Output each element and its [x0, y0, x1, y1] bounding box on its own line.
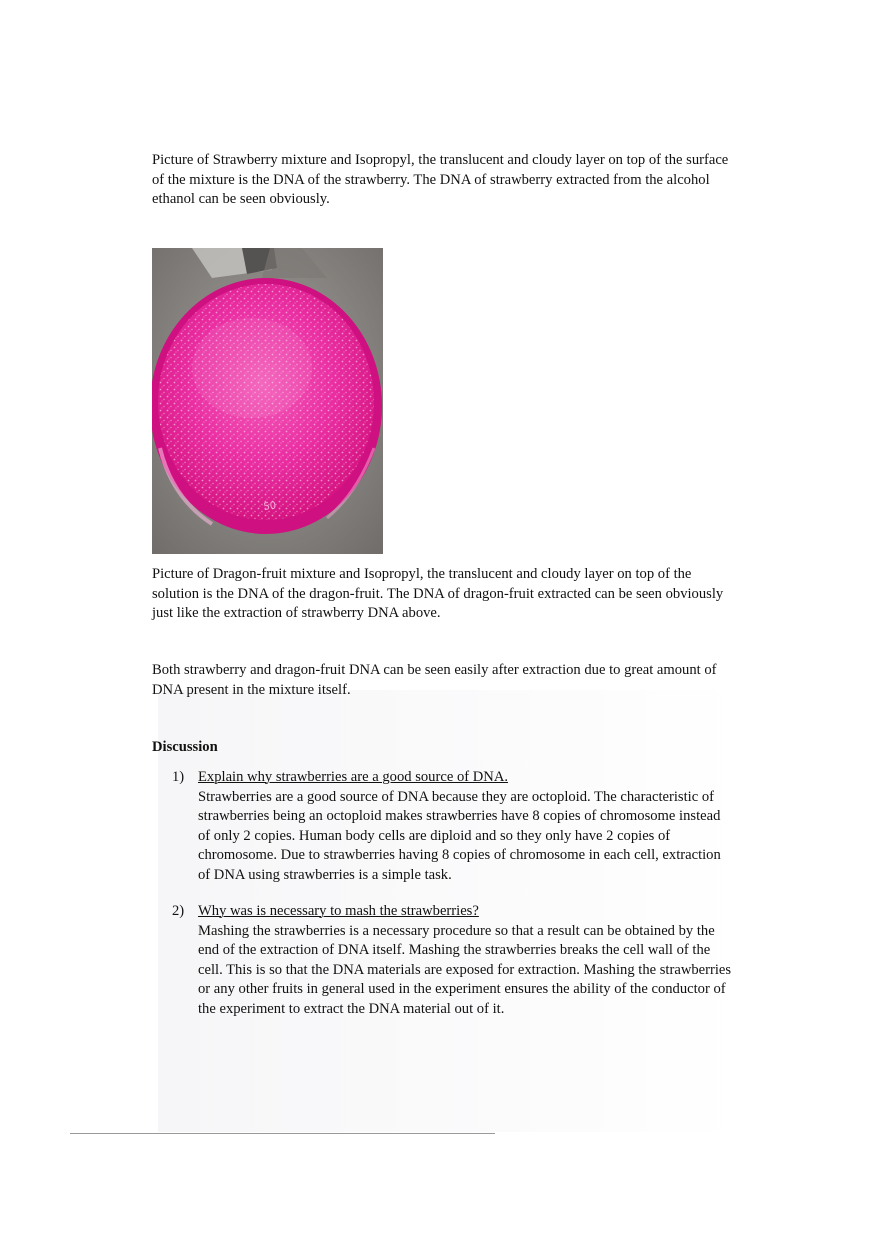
discussion-answer: Strawberries are a good source of DNA because they are octoploid. The characteristic of strawberries being an octoploid makes strawberries have 8 copies of chromosome instead of only 2 copies. Human body cells are diploid and so they only have 2 copies of chromosome. Due to strawberries having 8 copies of chromosome in each cell, extraction of DNA using strawberries is a simple task.: [198, 788, 721, 883]
item-number: 2): [172, 903, 185, 919]
dragonfruit-caption: Picture of Dragon-fruit mixture and Isopropyl, the translucent and cloudy layer on top of the solution is the DNA of the dragon-fruit. The DNA of dragon-fruit extracted can be seen obviously just like the extraction of strawberry DNA above.: [152, 566, 724, 621]
discussion-heading: Discussion: [152, 739, 218, 755]
both-fruits-note: Both strawberry and dragon-fruit DNA can be seen easily after extraction due to great amount of DNA present in the mixture itself.: [152, 662, 717, 698]
discussion-answer: Mashing the strawberries is a necessary procedure so that a result can be obtained by the end of the extraction of DNA itself. Mashing the strawberries breaks the cell wall of the cell. This is so that the DNA materials are exposed for extraction. Mashing the strawberries or any other fruits in general used in the experiment ensures the ability of the conductor of the experiment to extract the DNA material out of it.: [198, 922, 732, 1017]
svg-text:50: 50: [262, 500, 278, 513]
discussion-question: Why was is necessary to mash the strawberries?: [198, 903, 479, 919]
discussion-question: Explain why strawberries are a good source of DNA.: [198, 769, 509, 785]
item-number: 1): [172, 769, 185, 785]
strawberry-caption: Picture of Strawberry mixture and Isopropyl, the translucent and cloudy layer on top of the surface of the mixture is the DNA of the strawberry. The DNA of strawberry extracted from the alcohol ethanol can be seen obviously.: [152, 152, 729, 207]
dragonfruit-dna-photo: [152, 248, 383, 554]
footnote-separator: [70, 1133, 495, 1134]
